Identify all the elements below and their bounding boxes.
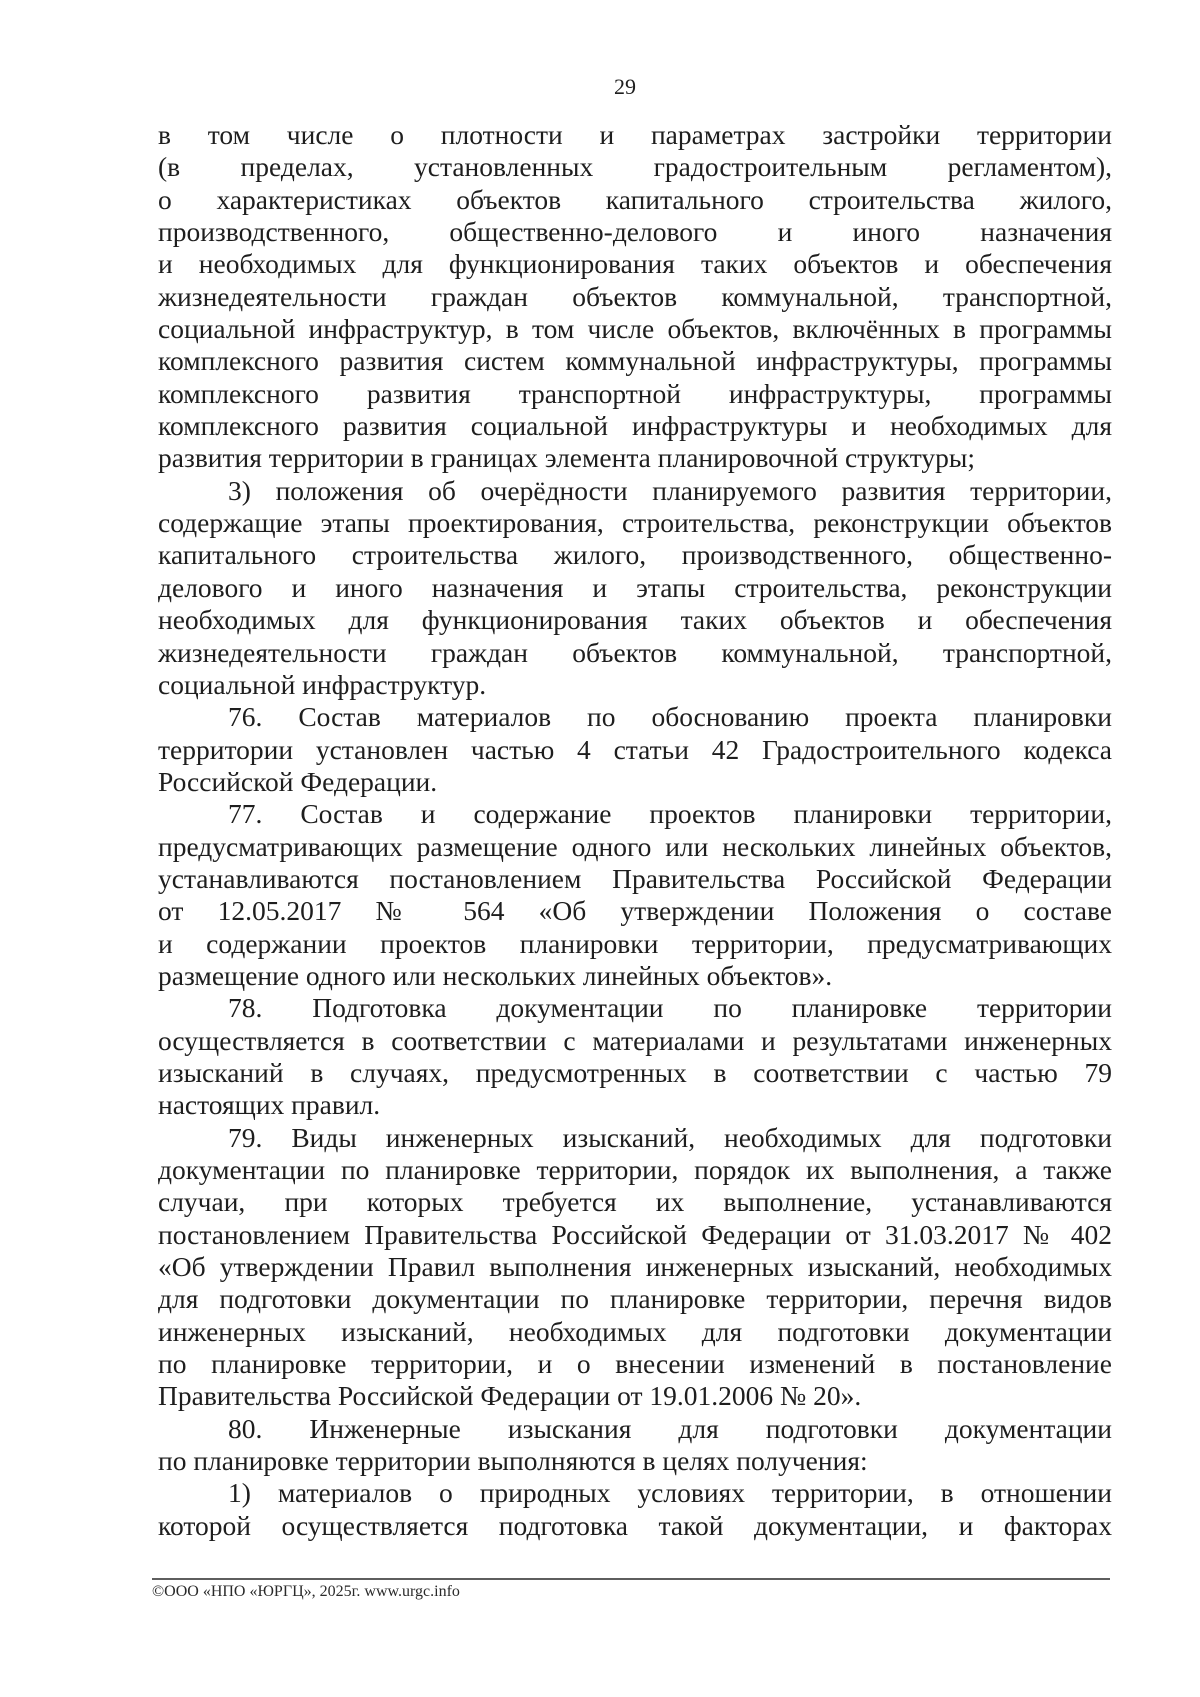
- text-line: комплексного развития транспортной инфраструктуры, программы: [158, 377, 1112, 409]
- text-line: содержащие этапы проектирования, строительства, реконструкции объектов: [158, 507, 1112, 539]
- text-line: размещение одного или нескольких линейных объектов».: [158, 959, 833, 991]
- text-line: по планировке территории, и о внесении изменений в постановление: [158, 1348, 1112, 1380]
- text-line: необходимых для функционирования таких объектов и обеспечения: [158, 604, 1112, 636]
- text-line: «Об утверждении Правил выполнения инженерных изысканий, необходимых: [158, 1251, 1112, 1283]
- text-line: 1) материалов о природных условиях территории, в отношении: [228, 1477, 1112, 1509]
- text-line: для подготовки документации по планировке территории, перечня видов: [158, 1283, 1112, 1315]
- text-line: 3) положения об очерёдности планируемого развития территории,: [228, 474, 1112, 506]
- text-line: устанавливаются постановлением Правительства Российской Федерации: [158, 862, 1112, 894]
- text-line: о характеристиках объектов капитального строительства жилого,: [158, 183, 1112, 215]
- text-line: Российской Федерации.: [158, 765, 438, 797]
- text-line: от 12.05.2017 № 564 «Об утверждении Положения о составе: [158, 895, 1112, 927]
- text-line: комплексного развития социальной инфраструктуры и необходимых для: [158, 410, 1112, 442]
- text-line: настоящих правил.: [158, 1089, 381, 1121]
- text-line: по планировке территории выполняются в целях получения:: [158, 1445, 868, 1477]
- document-body: [158, 119, 1112, 1542]
- text-line: 79. Виды инженерных изысканий, необходимых для подготовки: [228, 1121, 1112, 1153]
- text-line: производственного, общественно-делового и иного назначения: [158, 216, 1112, 248]
- footer-copyright: ©ООО «НПО «ЮРГЦ», 2025г. www.urgc.info: [152, 1583, 460, 1600]
- text-line: территории установлен частью 4 статьи 42 Градостроительного кодекса: [158, 733, 1112, 765]
- text-line: которой осуществляется подготовка такой документации, и факторах: [158, 1509, 1112, 1541]
- text-line: комплексного развития систем коммунальной инфраструктуры, программы: [158, 345, 1112, 377]
- text-line: изысканий в случаях, предусмотренных в соответствии с частью 79: [158, 1056, 1112, 1088]
- text-line: предусматривающих размещение одного или нескольких линейных объектов,: [158, 830, 1112, 862]
- text-line: 80. Инженерные изыскания для подготовки документации: [228, 1412, 1112, 1444]
- text-line: 76. Состав материалов по обоснованию проекта планировки: [228, 701, 1112, 733]
- text-line: социальной инфраструктур, в том числе объектов, включённых в программы: [158, 313, 1112, 345]
- text-line: жизнедеятельности граждан объектов коммунальной, транспортной,: [158, 636, 1112, 668]
- text-line: капитального строительства жилого, производственного, общественно-: [158, 539, 1112, 571]
- page-number: 29: [614, 74, 636, 99]
- text-line: осуществляется в соответствии с материалами и результатами инженерных: [158, 1024, 1112, 1056]
- text-line: документации по планировке территории, порядок их выполнения, а также: [158, 1154, 1112, 1185]
- text-line: случаи, при которых требуется их выполнение, устанавливаются: [158, 1186, 1112, 1218]
- footer-divider: [152, 1578, 1110, 1580]
- text-line: в том числе о плотности и параметрах застройки территории: [158, 119, 1112, 150]
- text-line: развития территории в границах элемента планировочной структуры;: [158, 442, 976, 474]
- text-line: жизнедеятельности граждан объектов коммунальной, транспортной,: [158, 280, 1112, 312]
- text-line: Правительства Российской Федерации от 19.01.2006 № 20».: [158, 1380, 862, 1412]
- text-line: делового и иного назначения и этапы строительства, реконструкции: [158, 571, 1112, 603]
- text-line: постановлением Правительства Российской Федерации от 31.03.2017 № 402: [158, 1218, 1112, 1250]
- text-line: и необходимых для функционирования таких объектов и обеспечения: [158, 248, 1112, 280]
- text-line: социальной инфраструктур.: [158, 668, 487, 700]
- text-line: инженерных изысканий, необходимых для подготовки документации: [158, 1315, 1112, 1347]
- text-line: 78. Подготовка документации по планировке территории: [228, 992, 1112, 1024]
- text-line: (в пределах, установленных градостроительным регламентом),: [158, 151, 1112, 183]
- text-line: 77. Состав и содержание проектов планировки территории,: [228, 798, 1112, 830]
- text-line: и содержании проектов планировки территории, предусматривающих: [158, 927, 1112, 959]
